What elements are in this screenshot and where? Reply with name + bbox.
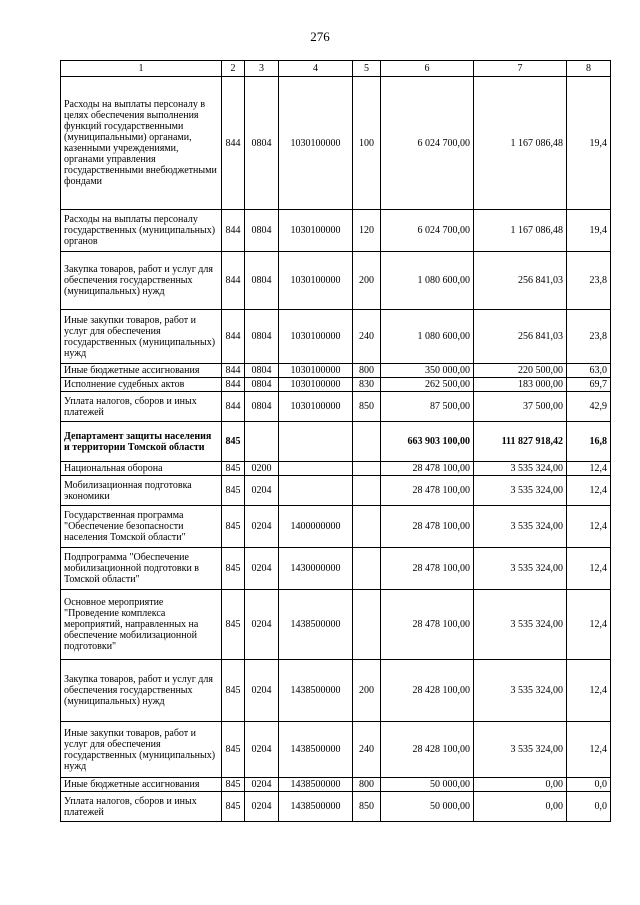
row-percent: 12,4 bbox=[567, 722, 611, 778]
table-row bbox=[61, 252, 611, 310]
row-razdel: 0204 bbox=[245, 778, 279, 792]
row-name: Иные закупки товаров, работ и услуг для обеспечения государственных (муниципальных) нужд bbox=[61, 310, 222, 364]
table-row bbox=[61, 590, 611, 660]
row-ved: 844 bbox=[222, 310, 245, 364]
row-csr: 1030100000 bbox=[279, 210, 353, 252]
row-fact: 3 535 324,00 bbox=[474, 660, 567, 722]
row-vr bbox=[353, 590, 381, 660]
row-plan: 6 024 700,00 bbox=[381, 77, 474, 210]
row-fact: 3 535 324,00 bbox=[474, 476, 567, 506]
col-5-header: 5 bbox=[353, 61, 381, 77]
table-row bbox=[61, 392, 611, 422]
row-ved: 845 bbox=[222, 792, 245, 822]
row-name: Подпрограмма "Обеспечение мобилизационной подготовки в Томской области" bbox=[61, 548, 222, 590]
row-csr: 1438500000 bbox=[279, 778, 353, 792]
row-razdel: 0804 bbox=[245, 310, 279, 364]
row-csr: 1030100000 bbox=[279, 77, 353, 210]
row-ved: 845 bbox=[222, 476, 245, 506]
row-fact: 0,00 bbox=[474, 778, 567, 792]
row-name: Национальная оборона bbox=[61, 462, 222, 476]
row-name: Уплата налогов, сборов и иных платежей bbox=[61, 392, 222, 422]
row-ved: 845 bbox=[222, 778, 245, 792]
row-fact: 3 535 324,00 bbox=[474, 462, 567, 476]
row-razdel: 0204 bbox=[245, 590, 279, 660]
row-ved: 844 bbox=[222, 252, 245, 310]
row-razdel: 0204 bbox=[245, 506, 279, 548]
row-plan: 350 000,00 bbox=[381, 364, 474, 378]
row-name: Иные бюджетные ассигнования bbox=[61, 364, 222, 378]
column-number-row bbox=[61, 61, 611, 77]
table-row bbox=[61, 476, 611, 506]
row-razdel: 0204 bbox=[245, 722, 279, 778]
col-6-header: 6 bbox=[381, 61, 474, 77]
row-plan: 28 478 100,00 bbox=[381, 548, 474, 590]
row-fact: 3 535 324,00 bbox=[474, 548, 567, 590]
row-razdel: 0204 bbox=[245, 792, 279, 822]
row-fact: 1 167 086,48 bbox=[474, 210, 567, 252]
row-vr: 240 bbox=[353, 310, 381, 364]
row-plan: 28 478 100,00 bbox=[381, 506, 474, 548]
row-name: Мобилизационная подготовка экономики bbox=[61, 476, 222, 506]
row-plan: 50 000,00 bbox=[381, 792, 474, 822]
row-vr: 240 bbox=[353, 722, 381, 778]
table-row bbox=[61, 722, 611, 778]
row-fact: 256 841,03 bbox=[474, 310, 567, 364]
row-fact: 3 535 324,00 bbox=[474, 590, 567, 660]
row-plan: 28 478 100,00 bbox=[381, 590, 474, 660]
col-7-header: 7 bbox=[474, 61, 567, 77]
row-name: Основное мероприятие "Проведение комплекса мероприятий, направленных на обеспечение мобилизационной подготовки" bbox=[61, 590, 222, 660]
row-percent: 42,9 bbox=[567, 392, 611, 422]
table-row bbox=[61, 462, 611, 476]
row-fact: 0,00 bbox=[474, 792, 567, 822]
row-ved: 845 bbox=[222, 462, 245, 476]
row-ved: 845 bbox=[222, 660, 245, 722]
row-fact: 3 535 324,00 bbox=[474, 506, 567, 548]
row-name: Иные закупки товаров, работ и услуг для обеспечения государственных (муниципальных) нужд bbox=[61, 722, 222, 778]
row-plan: 262 500,00 bbox=[381, 378, 474, 392]
row-percent: 0,0 bbox=[567, 778, 611, 792]
row-razdel: 0200 bbox=[245, 462, 279, 476]
row-ved: 844 bbox=[222, 210, 245, 252]
col-2-header: 2 bbox=[222, 61, 245, 77]
row-razdel: 0204 bbox=[245, 476, 279, 506]
row-plan: 28 478 100,00 bbox=[381, 476, 474, 506]
row-plan: 6 024 700,00 bbox=[381, 210, 474, 252]
row-razdel: 0804 bbox=[245, 77, 279, 210]
row-ved: 845 bbox=[222, 506, 245, 548]
row-plan: 28 428 100,00 bbox=[381, 722, 474, 778]
col-4-header: 4 bbox=[279, 61, 353, 77]
row-plan: 1 080 600,00 bbox=[381, 252, 474, 310]
row-vr bbox=[353, 462, 381, 476]
col-3-header: 3 bbox=[245, 61, 279, 77]
row-fact: 220 500,00 bbox=[474, 364, 567, 378]
row-vr bbox=[353, 476, 381, 506]
row-name: Иные бюджетные ассигнования bbox=[61, 778, 222, 792]
row-fact: 37 500,00 bbox=[474, 392, 567, 422]
row-plan: 663 903 100,00 bbox=[381, 422, 474, 462]
row-percent: 19,4 bbox=[567, 77, 611, 210]
row-name: Уплата налогов, сборов и иных платежей bbox=[61, 792, 222, 822]
table-row bbox=[61, 660, 611, 722]
row-percent: 23,8 bbox=[567, 310, 611, 364]
row-plan: 50 000,00 bbox=[381, 778, 474, 792]
row-csr: 1030100000 bbox=[279, 310, 353, 364]
row-razdel: 0804 bbox=[245, 210, 279, 252]
row-csr bbox=[279, 462, 353, 476]
row-razdel: 0804 bbox=[245, 378, 279, 392]
row-name: Расходы на выплаты персоналу государственных (муниципальных) органов bbox=[61, 210, 222, 252]
row-percent: 12,4 bbox=[567, 462, 611, 476]
row-csr: 1030100000 bbox=[279, 378, 353, 392]
row-csr: 1430000000 bbox=[279, 548, 353, 590]
row-vr bbox=[353, 422, 381, 462]
row-percent: 63,0 bbox=[567, 364, 611, 378]
row-razdel: 0804 bbox=[245, 252, 279, 310]
table-row bbox=[61, 378, 611, 392]
row-name: Закупка товаров, работ и услуг для обеспечения государственных (муниципальных) нужд bbox=[61, 252, 222, 310]
table-row bbox=[61, 310, 611, 364]
row-csr bbox=[279, 476, 353, 506]
row-name: Расходы на выплаты персоналу в целях обеспечения выполнения функций государственными (муниципальными) органами, казенными учреждениями, органами управления государственными внебюджетными фондами bbox=[61, 77, 222, 210]
row-percent: 12,4 bbox=[567, 548, 611, 590]
row-ved: 845 bbox=[222, 590, 245, 660]
row-csr: 1030100000 bbox=[279, 392, 353, 422]
row-csr: 1400000000 bbox=[279, 506, 353, 548]
row-vr: 100 bbox=[353, 77, 381, 210]
budget-table bbox=[60, 60, 611, 822]
row-name: Департамент защиты населения и территории Томской области bbox=[61, 422, 222, 462]
row-fact: 3 535 324,00 bbox=[474, 722, 567, 778]
row-fact: 183 000,00 bbox=[474, 378, 567, 392]
row-percent: 23,8 bbox=[567, 252, 611, 310]
row-percent: 0,0 bbox=[567, 792, 611, 822]
row-vr bbox=[353, 548, 381, 590]
row-csr: 1438500000 bbox=[279, 590, 353, 660]
row-razdel: 0204 bbox=[245, 660, 279, 722]
row-ved: 844 bbox=[222, 392, 245, 422]
col-1-header: 1 bbox=[61, 61, 222, 77]
row-percent: 69,7 bbox=[567, 378, 611, 392]
row-plan: 28 428 100,00 bbox=[381, 660, 474, 722]
row-csr: 1438500000 bbox=[279, 660, 353, 722]
row-csr: 1438500000 bbox=[279, 792, 353, 822]
row-name: Исполнение судебных актов bbox=[61, 378, 222, 392]
row-csr bbox=[279, 422, 353, 462]
row-plan: 28 478 100,00 bbox=[381, 462, 474, 476]
row-csr: 1438500000 bbox=[279, 722, 353, 778]
row-vr: 120 bbox=[353, 210, 381, 252]
table-row bbox=[61, 77, 611, 210]
row-csr: 1030100000 bbox=[279, 252, 353, 310]
table-row bbox=[61, 422, 611, 462]
table-row bbox=[61, 548, 611, 590]
row-ved: 845 bbox=[222, 422, 245, 462]
row-ved: 844 bbox=[222, 378, 245, 392]
row-razdel: 0804 bbox=[245, 364, 279, 378]
row-name: Закупка товаров, работ и услуг для обеспечения государственных (муниципальных) нужд bbox=[61, 660, 222, 722]
row-vr: 200 bbox=[353, 252, 381, 310]
row-ved: 844 bbox=[222, 77, 245, 210]
row-ved: 844 bbox=[222, 364, 245, 378]
row-fact: 1 167 086,48 bbox=[474, 77, 567, 210]
row-name: Государственная программа "Обеспечение безопасности населения Томской области" bbox=[61, 506, 222, 548]
row-vr: 830 bbox=[353, 378, 381, 392]
row-percent: 12,4 bbox=[567, 660, 611, 722]
row-percent: 16,8 bbox=[567, 422, 611, 462]
row-percent: 19,4 bbox=[567, 210, 611, 252]
row-vr: 800 bbox=[353, 364, 381, 378]
row-fact: 111 827 918,42 bbox=[474, 422, 567, 462]
table-row bbox=[61, 778, 611, 792]
row-razdel: 0804 bbox=[245, 392, 279, 422]
row-razdel: 0204 bbox=[245, 548, 279, 590]
row-vr: 800 bbox=[353, 778, 381, 792]
row-vr bbox=[353, 506, 381, 548]
table-row bbox=[61, 792, 611, 822]
row-vr: 850 bbox=[353, 392, 381, 422]
col-8-header: 8 bbox=[567, 61, 611, 77]
row-razdel bbox=[245, 422, 279, 462]
row-vr: 850 bbox=[353, 792, 381, 822]
row-fact: 256 841,03 bbox=[474, 252, 567, 310]
row-percent: 12,4 bbox=[567, 506, 611, 548]
table-row bbox=[61, 210, 611, 252]
row-plan: 87 500,00 bbox=[381, 392, 474, 422]
row-ved: 845 bbox=[222, 548, 245, 590]
row-percent: 12,4 bbox=[567, 476, 611, 506]
row-plan: 1 080 600,00 bbox=[381, 310, 474, 364]
row-percent: 12,4 bbox=[567, 590, 611, 660]
page-number: 276 bbox=[310, 29, 330, 44]
row-ved: 845 bbox=[222, 722, 245, 778]
row-vr: 200 bbox=[353, 660, 381, 722]
table-row bbox=[61, 364, 611, 378]
row-csr: 1030100000 bbox=[279, 364, 353, 378]
table-row bbox=[61, 506, 611, 548]
